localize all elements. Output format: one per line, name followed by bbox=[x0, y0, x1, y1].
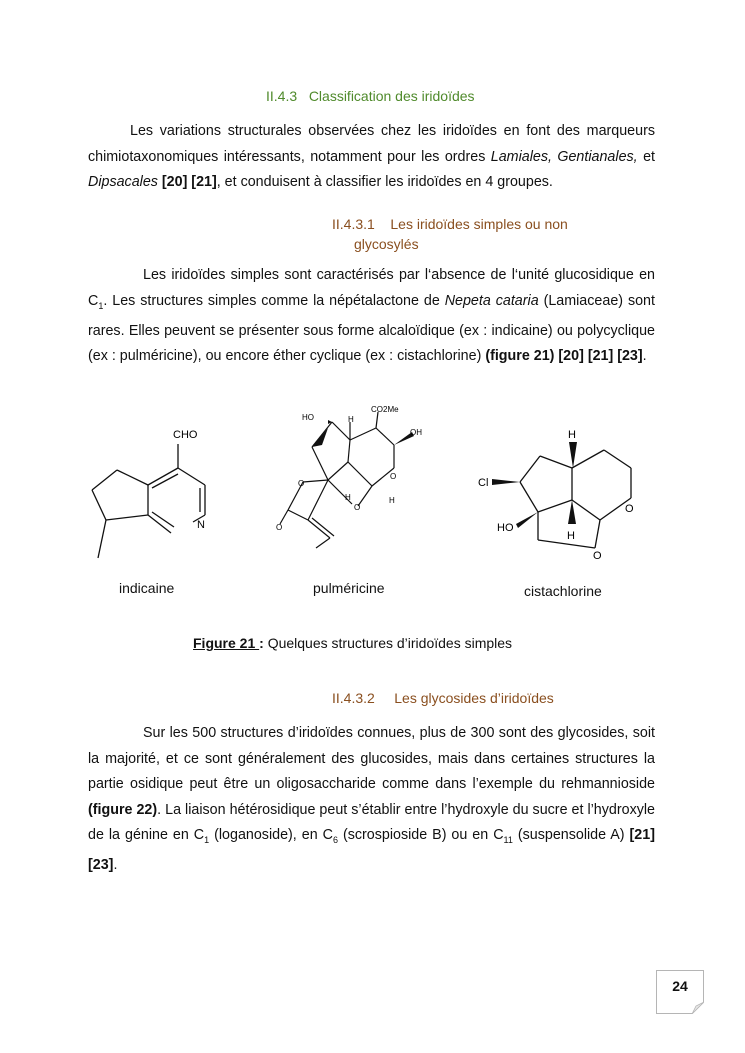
figure-caption-colon: : bbox=[259, 635, 264, 651]
intro-refs: [20] [21] bbox=[157, 174, 217, 190]
section-title: Classification des iridoïdes bbox=[308, 88, 475, 104]
molecule-label-pulmericine: pulméricine bbox=[313, 580, 385, 596]
para2-text-1: Sur les 500 structures d’iridoïdes connues, plus de 300 sont des glycosides, soit la majorité, et ce sont généralement des glucosides, mais dans certaines structures la partie osidique peut être un oligosaccharide comme dans l’exemple du rehmannioside bbox=[88, 725, 655, 792]
subsection-1-number: II.4.3.1 bbox=[332, 216, 375, 232]
para2-sub-1: 1 bbox=[204, 834, 210, 845]
page-number: 24 bbox=[672, 978, 688, 994]
molecule-label-cistachlorine: cistachlorine bbox=[524, 583, 602, 599]
subsection-2-number: II.4.3.2 bbox=[332, 690, 375, 706]
para2-text-4: (scrospioside B) ou en C bbox=[337, 827, 504, 843]
para1-text-3: (Lamiaceae) sont rares. Elles peuvent se présenter sous forme alcaloïdique (ex : indicaine) ou polycyclique (ex : pulméricine), ou encore éther cyclique (ex : cistachlorine) bbox=[88, 292, 655, 365]
para1-species: Nepeta cataria bbox=[444, 292, 539, 309]
pulmericine-co2me-label: CO2Me bbox=[371, 405, 399, 414]
cistachlorine-h1-label: H bbox=[568, 429, 576, 441]
figure-21-structures bbox=[60, 400, 680, 580]
para1-text-2: . Les structures simples comme la népétalactone de bbox=[103, 292, 445, 309]
pulmericine-oh-label: OH bbox=[410, 428, 422, 437]
cistachlorine-o2-label: O bbox=[593, 550, 602, 562]
intro-text-2: et bbox=[643, 148, 655, 165]
figure-caption-label: Figure 21 bbox=[193, 635, 260, 651]
indicaine-structure bbox=[92, 444, 205, 558]
para1-text-1: Les iridoïdes simples sont caractérisés par l‘absence de l‘unité glucosidique en C bbox=[88, 267, 655, 309]
para2-text-2: . La liaison hétérosidique peut s’établir entre l’hydroxyle du sucre et l’hydroxyle de la génine en C bbox=[88, 801, 655, 843]
para1-sub: 1 bbox=[98, 300, 104, 311]
pulmericine-o1-label: O bbox=[298, 479, 305, 488]
figure-caption bbox=[193, 635, 512, 651]
para2-sub-2: 6 bbox=[332, 834, 338, 845]
section-heading bbox=[266, 88, 475, 104]
page-curl-icon bbox=[692, 1002, 704, 1014]
cistachlorine-h2-label: H bbox=[567, 530, 575, 542]
cistachlorine-ho-label: HO bbox=[497, 522, 514, 534]
cistachlorine-o1-label: O bbox=[625, 503, 634, 515]
indicaine-n-label: N bbox=[197, 519, 205, 531]
cistachlorine-structure bbox=[520, 450, 631, 548]
para2-end: . bbox=[113, 857, 118, 874]
para1-figure-ref: (figure 21) bbox=[485, 348, 555, 365]
subsection-1-title-line1: Les iridoïdes simples ou non bbox=[390, 216, 568, 232]
para1-end: . bbox=[642, 348, 647, 365]
indicaine-cho-label: CHO bbox=[173, 429, 198, 441]
intro-orders: Lamiales, Gentianales, bbox=[490, 148, 638, 165]
page-number-box bbox=[656, 970, 704, 1014]
cistachlorine-wedge-ho bbox=[516, 512, 538, 528]
pulmericine-o2-label: O bbox=[390, 472, 397, 481]
paragraph-simple-iridoids bbox=[88, 263, 655, 370]
pulmericine-h1-label: H bbox=[348, 415, 354, 424]
intro-order3: Dipsacales bbox=[88, 174, 158, 190]
para2-text-5: (suspensolide A) bbox=[512, 827, 630, 843]
cistachlorine-wedge-cl bbox=[492, 479, 520, 485]
subsection-2-title: Les glycosides d’iridoïdes bbox=[394, 690, 554, 706]
para2-sub-3: 11 bbox=[503, 834, 513, 845]
figure-caption-text: Quelques structures d’iridoïdes simples bbox=[263, 635, 513, 651]
subsection-1-title-line2: glycosylés bbox=[354, 236, 419, 252]
pulmericine-o4-label: O bbox=[276, 523, 283, 532]
pulmericine-ho-label: HO bbox=[302, 413, 314, 422]
para2-text-3: (loganoside), en C bbox=[209, 827, 333, 843]
subsection-heading-2 bbox=[332, 688, 554, 708]
intro-text-3: , et conduisent à classifier les iridoïdes en 4 groupes. bbox=[216, 174, 553, 190]
molecule-label-indicaine: indicaine bbox=[119, 580, 175, 596]
intro-text-1: Les variations structurales observées chez les iridoïdes en font des marqueurs chimiotaxonomiques intéressants, notamment pour les ordres bbox=[88, 123, 655, 165]
pulmericine-h2-label: H bbox=[345, 493, 351, 502]
cistachlorine-wedge-h1 bbox=[569, 442, 577, 468]
intro-paragraph bbox=[88, 119, 655, 196]
subsection-heading-1 bbox=[332, 214, 568, 254]
section-number: II.4.3 bbox=[266, 88, 298, 104]
para1-refs: [20] [21] [23] bbox=[558, 348, 643, 365]
cistachlorine-wedge-h2 bbox=[568, 500, 576, 524]
pulmericine-h3-label: H bbox=[389, 496, 395, 505]
para2-figure-ref: (figure 22) bbox=[88, 801, 158, 818]
pulmericine-o3-label: O bbox=[354, 503, 361, 512]
para2-refs: [21] [23] bbox=[88, 827, 655, 874]
paragraph-glycosides bbox=[88, 721, 655, 879]
cistachlorine-cl-label: Cl bbox=[478, 477, 489, 489]
